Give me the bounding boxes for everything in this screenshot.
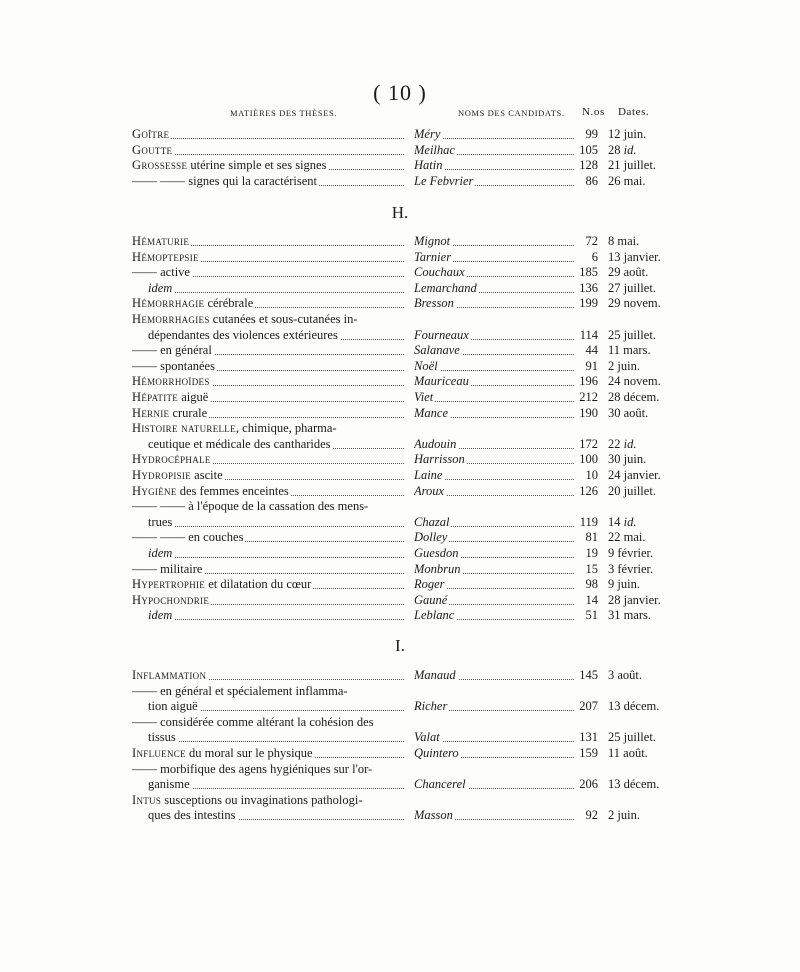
thesis-subject bbox=[148, 699, 404, 714]
thesis-subject bbox=[132, 406, 404, 421]
thesis-subject bbox=[132, 577, 404, 592]
index-row bbox=[0, 127, 800, 142]
subject-text: —— morbifique des agens hygiéniques sur l'or- bbox=[132, 761, 373, 776]
thesis-number: 10 bbox=[585, 468, 598, 482]
index-row bbox=[0, 265, 800, 280]
thesis-number: 190 bbox=[579, 405, 598, 420]
candidate-text: Richer bbox=[414, 699, 448, 714]
subject-text: —— en général bbox=[132, 343, 212, 358]
candidate-name bbox=[414, 530, 574, 545]
thesis-date: 3 février. bbox=[608, 561, 654, 576]
index-row bbox=[0, 546, 800, 561]
index-row bbox=[0, 746, 800, 761]
candidate-text: Viet bbox=[414, 390, 434, 404]
subject-text: ganisme bbox=[148, 777, 190, 792]
candidate-name bbox=[414, 328, 574, 343]
candidate-text: Le Febvrier bbox=[414, 173, 474, 188]
thesis-date: 11 août. bbox=[608, 746, 648, 760]
index-row bbox=[0, 437, 800, 452]
thesis-subject bbox=[132, 143, 404, 158]
thesis-date: 9 juin. bbox=[608, 577, 640, 592]
subject-text: —— —— à l'époque de la cassation des mens- bbox=[132, 499, 369, 514]
thesis-number: 119 bbox=[579, 514, 598, 529]
index-row bbox=[0, 668, 800, 683]
index-row bbox=[0, 562, 800, 577]
thesis-number: 100 bbox=[579, 452, 598, 467]
candidate-name bbox=[414, 577, 574, 592]
index-row bbox=[0, 808, 800, 823]
candidate-name bbox=[414, 593, 574, 608]
candidate-text: Audouin bbox=[414, 436, 457, 451]
subject-text: —— considérée comme altérant la cohésion des bbox=[132, 714, 374, 729]
thesis-number: 91 bbox=[585, 358, 598, 373]
index-row bbox=[0, 234, 800, 249]
candidate-name bbox=[414, 484, 574, 499]
thesis-number: 185 bbox=[579, 265, 598, 280]
thesis-date: 20 juillet. bbox=[608, 483, 656, 498]
subject-text: —— en général et spécialement inflamma- bbox=[132, 683, 348, 698]
index-row bbox=[0, 608, 800, 623]
section-letter: I. bbox=[395, 636, 405, 655]
thesis-subject bbox=[148, 808, 404, 823]
thesis-number: 86 bbox=[585, 173, 598, 188]
thesis-subject bbox=[148, 546, 404, 561]
thesis-number: 92 bbox=[585, 808, 598, 823]
thesis-subject bbox=[148, 281, 404, 296]
thesis-number: 98 bbox=[585, 577, 598, 592]
index-row bbox=[0, 684, 800, 699]
thesis-subject bbox=[132, 484, 404, 499]
thesis-subject bbox=[132, 530, 404, 545]
candidate-text: Guesdon bbox=[414, 546, 459, 560]
thesis-number: 172 bbox=[579, 436, 598, 451]
candidate-text: Noël bbox=[414, 358, 438, 373]
candidate-name bbox=[414, 234, 574, 249]
index-row bbox=[0, 484, 800, 499]
candidate-text: Mignot bbox=[414, 234, 451, 248]
subject-text: ceutique et médicale des cantharides bbox=[148, 436, 331, 451]
thesis-number: 6 bbox=[591, 249, 598, 264]
thesis-subject bbox=[132, 343, 404, 358]
dot-leader bbox=[132, 138, 404, 139]
subject-text: trues bbox=[148, 514, 173, 529]
index-row bbox=[0, 715, 800, 730]
candidate-text: Aroux bbox=[414, 483, 445, 498]
candidate-name bbox=[414, 608, 574, 623]
candidate-name bbox=[414, 296, 574, 311]
candidate-name bbox=[414, 515, 574, 530]
candidate-name bbox=[414, 808, 574, 823]
thesis-date: 12 juin. bbox=[608, 127, 647, 141]
index-row bbox=[0, 762, 800, 777]
thesis-number: 44 bbox=[585, 343, 598, 358]
thesis-date: 30 août. bbox=[608, 405, 649, 420]
candidate-text: Dolley bbox=[414, 530, 448, 545]
thesis-number: 51 bbox=[585, 608, 598, 623]
subject-keyword: Intus bbox=[132, 792, 162, 807]
index-row bbox=[0, 530, 800, 545]
candidate-text: Gauné bbox=[414, 592, 448, 607]
candidate-name bbox=[414, 746, 574, 761]
index-row bbox=[0, 777, 800, 792]
subject-text: Hémorrhoïdes bbox=[132, 374, 210, 389]
thesis-subject bbox=[132, 174, 404, 189]
candidate-name bbox=[414, 390, 574, 405]
thesis-subject bbox=[132, 746, 404, 761]
subject-text: Hydropisie ascite bbox=[132, 468, 223, 482]
thesis-number: 99 bbox=[585, 127, 598, 141]
candidate-name bbox=[414, 730, 574, 745]
index-row bbox=[0, 452, 800, 467]
thesis-number: 159 bbox=[579, 746, 598, 760]
thesis-subject bbox=[132, 374, 404, 389]
thesis-number: 81 bbox=[585, 530, 598, 545]
thesis-subject bbox=[132, 250, 404, 265]
thesis-number: 199 bbox=[579, 296, 598, 311]
thesis-subject bbox=[132, 668, 404, 683]
subject-text: Hémoptepsie bbox=[132, 249, 199, 264]
thesis-date: 24 novem. bbox=[608, 374, 661, 389]
candidate-text: Mance bbox=[414, 405, 449, 420]
thesis-subject bbox=[132, 499, 404, 514]
index-row bbox=[0, 174, 800, 189]
subject-keyword: Hépatite bbox=[132, 390, 179, 404]
index-row bbox=[0, 328, 800, 343]
header-candidates: NOMS DES CANDIDATS. bbox=[458, 108, 565, 118]
subject-text: Goutte bbox=[132, 142, 173, 157]
thesis-subject bbox=[132, 562, 404, 577]
index-row bbox=[0, 515, 800, 530]
candidate-text: Bresson bbox=[414, 296, 454, 311]
candidate-text: Quintero bbox=[414, 746, 459, 760]
thesis-subject bbox=[132, 793, 404, 808]
thesis-number: 114 bbox=[579, 327, 598, 342]
thesis-subject bbox=[132, 468, 404, 483]
thesis-date: 29 novem. bbox=[608, 296, 661, 311]
index-row bbox=[0, 499, 800, 514]
candidate-text: Chazal bbox=[414, 514, 450, 529]
thesis-number: 136 bbox=[579, 280, 598, 295]
index-row bbox=[0, 250, 800, 265]
subject-text: tion aiguë bbox=[148, 699, 198, 714]
candidate-name bbox=[414, 468, 574, 483]
thesis-subject bbox=[132, 452, 404, 467]
candidate-text: Valat bbox=[414, 730, 440, 745]
candidate-name bbox=[414, 546, 574, 561]
thesis-subject bbox=[148, 730, 404, 745]
subject-keyword: Hydropisie bbox=[132, 468, 192, 482]
date-id: id. bbox=[623, 514, 637, 529]
thesis-subject bbox=[132, 127, 404, 142]
index-row bbox=[0, 468, 800, 483]
index-row bbox=[0, 577, 800, 592]
thesis-date: 13 décem. bbox=[608, 699, 660, 714]
candidate-name bbox=[414, 158, 574, 173]
candidate-text: Leblanc bbox=[414, 608, 455, 623]
thesis-subject bbox=[132, 234, 404, 249]
candidate-name bbox=[414, 143, 574, 158]
thesis-subject bbox=[132, 421, 404, 436]
thesis-number: 212 bbox=[579, 390, 598, 404]
index-row bbox=[0, 390, 800, 405]
subject-keyword: Grossesse bbox=[132, 158, 188, 173]
candidate-text: Masson bbox=[414, 808, 453, 823]
thesis-number: 126 bbox=[579, 483, 598, 498]
thesis-number: 196 bbox=[579, 374, 598, 389]
thesis-subject bbox=[132, 158, 404, 173]
dot-leader bbox=[148, 741, 404, 742]
index-row bbox=[0, 359, 800, 374]
thesis-number: 207 bbox=[579, 699, 598, 714]
thesis-date: 3 août. bbox=[608, 668, 643, 682]
candidate-name bbox=[414, 699, 574, 714]
candidate-text: Roger bbox=[414, 577, 445, 592]
candidate-text: Tarnier bbox=[414, 249, 452, 264]
candidate-text: Salanave bbox=[414, 343, 460, 358]
thesis-date: 13 décem. bbox=[608, 777, 660, 792]
candidate-name bbox=[414, 127, 574, 142]
thesis-subject bbox=[132, 359, 404, 374]
candidate-text: Méry bbox=[414, 127, 441, 141]
subject-text: Influence du moral sur le physique bbox=[132, 746, 313, 760]
thesis-subject bbox=[132, 312, 404, 327]
candidate-text: Mauriceau bbox=[414, 374, 469, 389]
index-row bbox=[0, 406, 800, 421]
thesis-date: 27 juillet. bbox=[608, 280, 656, 295]
thesis-number: 131 bbox=[579, 730, 598, 745]
subject-text: Inflammation bbox=[132, 668, 207, 682]
thesis-subject bbox=[132, 265, 404, 280]
subject-text: Hypertrophie et dilatation du cœur bbox=[132, 577, 312, 592]
subject-keyword: Hygiène bbox=[132, 483, 177, 498]
thesis-subject bbox=[148, 777, 404, 792]
thesis-date: 13 janvier. bbox=[608, 249, 661, 264]
thesis-date: 25 juillet. bbox=[608, 327, 656, 342]
subject-text: Hemorrhagies cutanées et sous-cutanées in- bbox=[132, 312, 358, 326]
thesis-subject bbox=[132, 715, 404, 730]
subject-text: idem bbox=[148, 546, 173, 560]
thesis-date: 30 juin. bbox=[608, 452, 647, 467]
date-id: id. bbox=[623, 436, 637, 451]
subject-text: Goître bbox=[132, 127, 170, 141]
thesis-date: 26 mai. bbox=[608, 173, 646, 188]
candidate-name bbox=[414, 374, 574, 389]
header-number: N.os bbox=[582, 106, 605, 118]
subject-text: tissus bbox=[148, 730, 176, 745]
subject-text: Hygiène des femmes enceintes bbox=[132, 483, 289, 498]
subject-text: —— —— signes qui la caractérisent bbox=[132, 173, 318, 188]
candidate-name bbox=[414, 359, 574, 374]
index-row bbox=[0, 730, 800, 745]
subject-text: Hernie crurale bbox=[132, 405, 208, 420]
thesis-number: 72 bbox=[585, 234, 598, 248]
thesis-subject bbox=[148, 328, 404, 343]
thesis-date: 22 id. bbox=[608, 436, 637, 451]
index-row bbox=[0, 374, 800, 389]
candidate-name bbox=[414, 343, 574, 358]
thesis-subject bbox=[132, 593, 404, 608]
subject-text: —— spontanées bbox=[132, 358, 215, 373]
subject-text: Hypochondrie bbox=[132, 592, 210, 607]
index-row bbox=[0, 281, 800, 296]
thesis-number: 15 bbox=[585, 561, 598, 576]
index-row bbox=[0, 593, 800, 608]
candidate-text: Monbrun bbox=[414, 561, 461, 576]
thesis-date: 8 mai. bbox=[608, 234, 640, 248]
date-id: id. bbox=[623, 142, 637, 157]
subject-text: idem bbox=[148, 608, 173, 623]
thesis-number: 206 bbox=[579, 777, 598, 792]
thesis-date: 24 janvier. bbox=[608, 468, 661, 482]
candidate-name bbox=[414, 437, 574, 452]
candidate-text: Meilhac bbox=[414, 142, 455, 157]
candidate-name bbox=[414, 250, 574, 265]
thesis-subject bbox=[132, 762, 404, 777]
subject-text: idem bbox=[148, 280, 173, 295]
thesis-date: 11 mars. bbox=[608, 343, 651, 358]
subject-keyword: Hernie bbox=[132, 405, 170, 420]
candidate-text: Harrisson bbox=[414, 452, 465, 467]
candidate-text: Laine bbox=[414, 468, 443, 482]
subject-text: Hémorrhagie cérébrale bbox=[132, 296, 254, 311]
candidate-name bbox=[414, 562, 574, 577]
subject-text: dépendantes des violences extérieures bbox=[148, 327, 338, 342]
candidate-name bbox=[414, 668, 574, 683]
thesis-number: 145 bbox=[579, 668, 598, 682]
index-row bbox=[0, 793, 800, 808]
dot-leader bbox=[148, 292, 404, 293]
header-subjects: MATIÈRES DES THÈSES. bbox=[230, 108, 338, 118]
section-letter: H. bbox=[391, 203, 409, 222]
thesis-number: 19 bbox=[585, 546, 598, 560]
dot-leader bbox=[148, 526, 404, 527]
thesis-date: 21 juillet. bbox=[608, 158, 656, 173]
thesis-date: 28 décem. bbox=[608, 390, 660, 404]
index-row bbox=[0, 421, 800, 436]
candidate-text: Chancerel bbox=[414, 777, 466, 792]
subject-keyword: Hemorrhagies bbox=[132, 312, 210, 326]
dot-leader bbox=[148, 557, 404, 558]
thesis-date: 14 id. bbox=[608, 514, 637, 529]
subject-text: —— —— en couches bbox=[132, 530, 244, 545]
thesis-subject bbox=[148, 437, 404, 452]
thesis-number: 105 bbox=[579, 142, 598, 157]
dot-leader bbox=[414, 401, 574, 402]
index-row bbox=[0, 143, 800, 158]
page-number: ( 10 ) bbox=[373, 80, 427, 105]
thesis-date: 2 juin. bbox=[608, 358, 640, 373]
candidate-text: Hatin bbox=[414, 158, 443, 173]
thesis-subject bbox=[132, 390, 404, 405]
index-row bbox=[0, 343, 800, 358]
candidate-name bbox=[414, 265, 574, 280]
subject-text: Histoire naturelle, chimique, pharma- bbox=[132, 421, 337, 436]
subject-text: Grossesse utérine simple et ses signes bbox=[132, 158, 327, 173]
subject-keyword: Hypertrophie bbox=[132, 577, 206, 592]
subject-keyword: Hémorrhagie bbox=[132, 296, 205, 311]
thesis-subject bbox=[132, 296, 404, 311]
index-row bbox=[0, 312, 800, 327]
candidate-text: Couchaux bbox=[414, 265, 465, 280]
thesis-number: 128 bbox=[579, 158, 598, 173]
thesis-date: 9 février. bbox=[608, 546, 654, 560]
candidate-text: Fourneaux bbox=[414, 327, 469, 342]
index-row bbox=[0, 296, 800, 311]
thesis-date: 28 janvier. bbox=[608, 592, 661, 607]
thesis-subject bbox=[148, 608, 404, 623]
candidate-name bbox=[414, 174, 574, 189]
thesis-subject bbox=[132, 684, 404, 699]
subject-keyword: Influence bbox=[132, 746, 186, 760]
dot-leader bbox=[148, 619, 404, 620]
candidate-name bbox=[414, 452, 574, 467]
subject-text: Hépatite aiguë bbox=[132, 390, 209, 404]
thesis-date: 22 mai. bbox=[608, 530, 646, 545]
candidate-text: Lemarchand bbox=[414, 280, 477, 295]
subject-text: —— militaire bbox=[132, 561, 203, 576]
index-row bbox=[0, 158, 800, 173]
thesis-number: 14 bbox=[585, 592, 598, 607]
candidate-name bbox=[414, 281, 574, 296]
candidate-text: Manaud bbox=[414, 668, 456, 682]
candidate-name bbox=[414, 777, 574, 792]
header-dates: Dates. bbox=[618, 106, 650, 118]
candidate-name bbox=[414, 406, 574, 421]
subject-text: Hydrocéphale bbox=[132, 452, 211, 467]
index-row bbox=[0, 699, 800, 714]
subject-text: ques des intestins bbox=[148, 808, 236, 823]
thesis-subject bbox=[148, 515, 404, 530]
subject-text: Intus susceptions ou invaginations pathologi- bbox=[132, 792, 363, 807]
subject-text: —— active bbox=[132, 265, 190, 280]
thesis-date: 25 juillet. bbox=[608, 730, 656, 745]
thesis-date: 28 id. bbox=[608, 142, 637, 157]
thesis-date: 29 août. bbox=[608, 265, 649, 280]
thesis-date: 2 juin. bbox=[608, 808, 640, 823]
thesis-date: 31 mars. bbox=[608, 608, 652, 623]
subject-text: Hématurie bbox=[132, 234, 190, 248]
subject-keyword: Histoire naturelle bbox=[132, 421, 236, 436]
